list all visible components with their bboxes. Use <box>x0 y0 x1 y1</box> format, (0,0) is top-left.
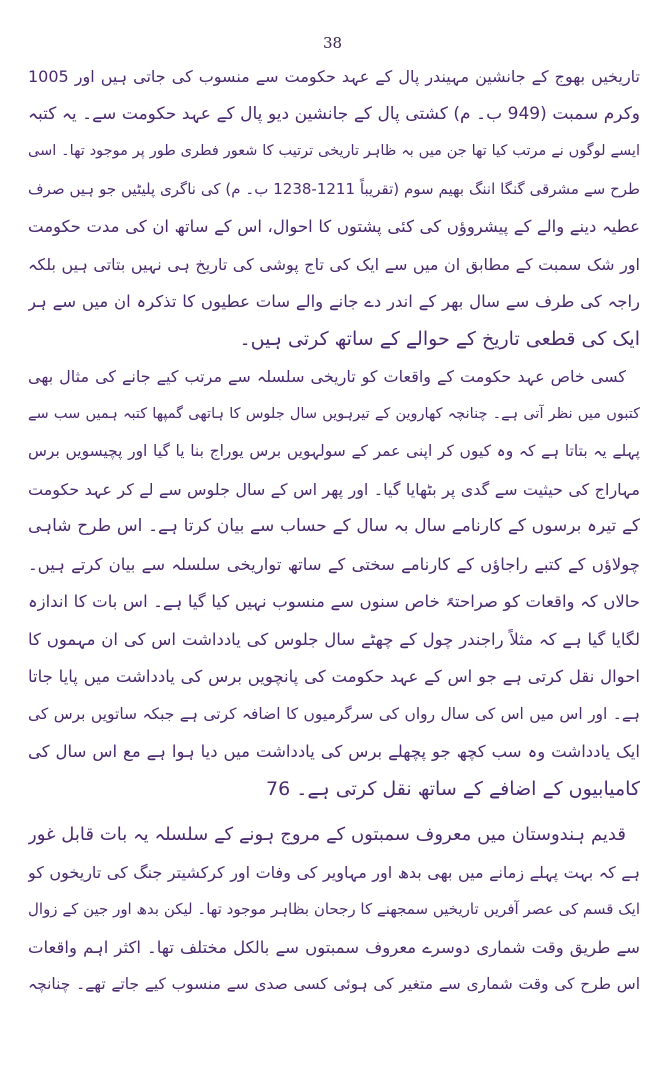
text-line: راجہ کی طرف سے سال بھر کے اندر دے جانے والے سات عطیوں کا تذکرہ ان میں سے ہر <box>28 292 640 311</box>
paragraph <box>28 358 640 808</box>
text-line: ایک قسم کی عصر آفریں تاریخیں سمجھنے کا رجحان بظاہر موجود تھا۔ لیکن بدھ اور جین کے زوال <box>28 900 640 918</box>
text-line: ایک یادداشت وہ سب کچھ جو پچھلے برس کی یادداشت میں دیا ہوا ہے مع اس سال کی <box>28 742 640 761</box>
text-line: لگایا گیا ہے کہ مثلاً راجندر چول کے چھٹے سال جلوس کی یادداشت اس کی ان مہموں کا <box>28 629 640 649</box>
page-number: 38 <box>322 34 343 52</box>
text-line: کسی خاص عہد حکومت کے واقعات کو تاریخی سلسلہ سے مرتب کیے جانے کی مثال بھی <box>28 367 626 386</box>
text-line: احوال نقل کرتی ہے جو اس کے عہد حکومت کی پانچویں برس کی یادداشت میں پایا جاتا <box>28 667 640 686</box>
text-body <box>28 58 640 1004</box>
paragraph <box>28 58 640 358</box>
text-line: اس طرح کی وقت شماری سے متغیر کی ہوئی کسی صدی سے منسوب کیے جاتے تھے۔ چنانچہ <box>28 975 640 993</box>
text-line: کتبوں میں نظر آتی ہے۔ چنانچہ کھاروین کے تیرہویں سال جلوس کا ہاتھی گمپھا کتبہ ہمیں سب سے <box>28 405 640 422</box>
text-line: پہلے یہ بتاتا ہے کہ وہ کیوں کر اپنی عمر کے سولہویں برس یوراج بنا یا گیا اور پچیسویں برس <box>28 442 640 460</box>
text-line: مہاراج کی حیثیت سے گدی پر بٹھایا گیا۔ اور پھر اس کے سال جلوس سے لے کر عہد حکومت <box>28 479 640 499</box>
text-line: چولاؤں کے کتبے راجاؤں کے کارنامے سختی کے ساتھ تواریخی سلسلہ سے بیان کرتے ہیں۔ <box>28 554 640 574</box>
paragraph-gap <box>28 808 640 816</box>
text-line: ہے کہ بہت پہلے زمانے میں بھی بدھ اور مہاویر کی وفات اور کرکشیتر جنگ کی تاریخوں کو <box>28 862 640 882</box>
text-line: طرح سے مشرقی گنگا اننگ بھیم سوم (تقریباً 1211-1238 ب۔ م) کی ناگری پلیٹیں جو ہیں صرف <box>28 179 640 198</box>
text-line: ایسے لوگوں نے مرتب کیا تھا جن میں بہ ظاہر تاریخی ترتیب کا شعور فطری طور پر موجود تھا۔ اسی <box>28 143 640 159</box>
text-line: حالاں کہ واقعات کو صراحتہً خاص سنوں سے منسوب نہیں کیا گیا ہے۔ اس بات کا اندازہ <box>28 592 640 611</box>
text-line: ہے۔ اور اس میں اس کی سال رواں کی سرگرمیوں کا اضافہ کرتی ہے جبکہ ساتویں برس کی <box>28 704 640 723</box>
text-line: تاریخیں بھوج کے جانشین مہیندر پال کے عہد حکومت سے منسوب کی جاتی ہیں اور 1005 <box>28 67 640 86</box>
text-line: عطیہ دینے والے کے پیشروؤں کی کئی پشتوں کا احوال، اس کے ساتھ ان کی مدت حکومت <box>28 217 640 236</box>
text-line: قدیم ہندوستان میں معروف سمبتوں کے مروج ہونے کے سلسلہ یہ بات قابل غور <box>28 824 626 845</box>
text-line: اور شک سمبت کے مطابق ان میں سے ایک کی تاج پوشی کی تاریخ ہی نہیں بتاتی ہیں بلکہ <box>28 254 640 274</box>
paragraph <box>28 816 640 1004</box>
text-line: کے تیرہ برسوں کے کارنامے سال بہ سال کے حساب سے بیان کرتا ہے۔ اس طرح شاہی <box>28 516 640 536</box>
text-line: سے طریق وقت شماری دوسرے معروف سمبتوں سے بالکل مختلف تھا۔ اکثر اہم واقعات <box>28 937 640 957</box>
text-line: کامیابیوں کے اضافے کے ساتھ نقل کرتی ہے۔ 76 <box>266 777 640 800</box>
text-line: وکرم سمبت (949 ب۔ م) کشتی پال کے جانشین دیو پال کے عہد حکومت سے۔ یہ کتبہ <box>28 103 640 124</box>
text-line: ایک کی قطعی تاریخ کے حوالے کے ساتھ کرتی ہیں۔ <box>239 327 640 350</box>
